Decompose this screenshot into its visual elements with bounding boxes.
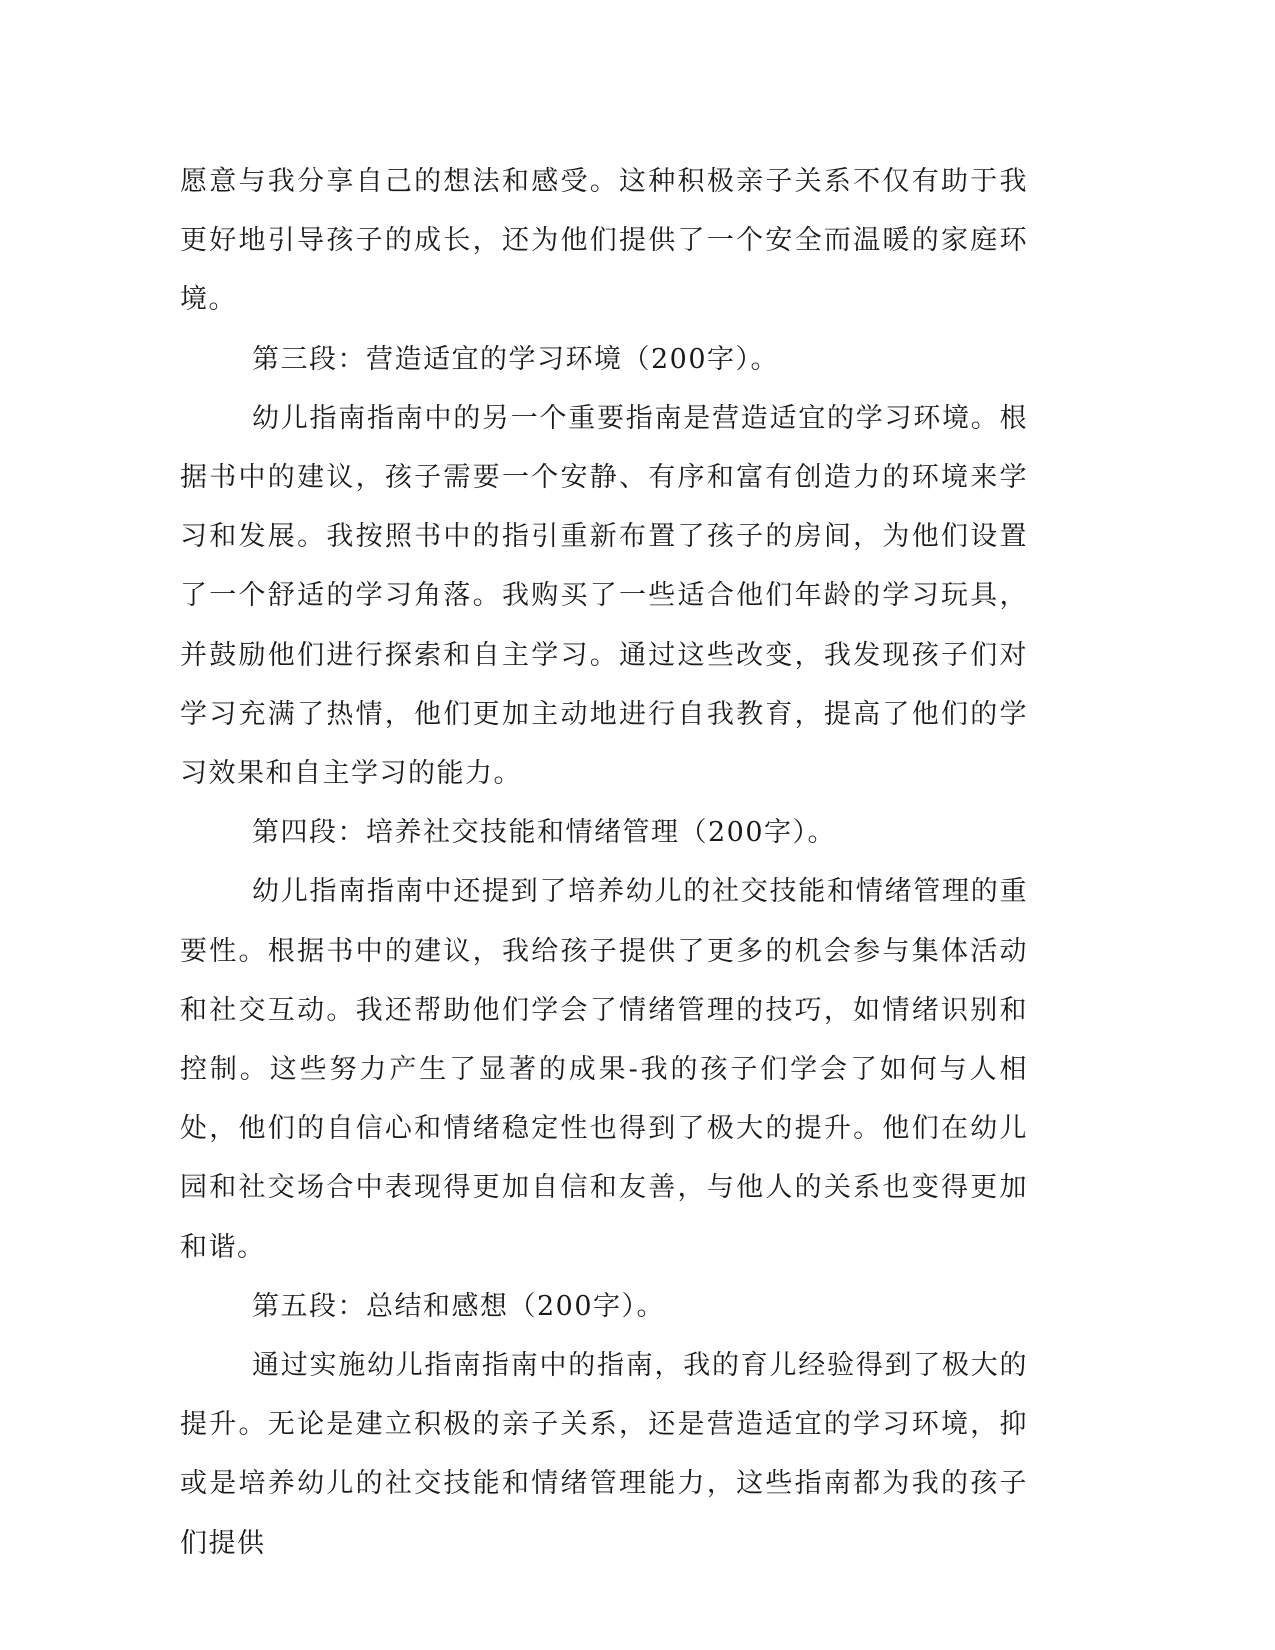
- paragraph-summary: 通过实施幼儿指南指南中的指南，我的育儿经验得到了极大的提升。无论是建立积极的亲子关系，还是营造适宜的学习环境，抑或是培养幼儿的社交技能和情绪管理能力，这些指南都为我的孩子们提供: [180, 1350, 1028, 1559]
- section-heading-3: 第三段：营造适宜的学习环境（200字）。: [252, 343, 780, 375]
- section-heading-5: 第五段：总结和感想（200字）。: [252, 1290, 666, 1322]
- document-body: [180, 152, 1028, 1573]
- section-heading-4: 第四段：培养社交技能和情绪管理（200字）。: [252, 817, 837, 849]
- paragraph-social-skills: 幼儿指南指南中还提到了培养幼儿的社交技能和情绪管理的重要性。根据书中的建议，我给孩子提供了更多的机会参与集体活动和社交互动。我还帮助他们学会了情绪管理的技巧，如情绪识别和控制。这些努力产生了显著的成果-我的孩子们学会了如何与人相处，他们的自信心和情绪稳定性也得到了极大的提升。他们在幼儿园和社交场合中表现得更加自信和友善，与他人的关系也变得更加和谐。: [180, 876, 1028, 1263]
- paragraph-learning-environment: 幼儿指南指南中的另一个重要指南是营造适宜的学习环境。根据书中的建议，孩子需要一个安静、有序和富有创造力的环境来学习和发展。我按照书中的指引重新布置了孩子的房间，为他们设置了一个舒适的学习角落。我购买了一些适合他们年龄的学习玩具，并鼓励他们进行探索和自主学习。通过这些改变，我发现孩子们对学习充满了热情，他们更加主动地进行自我教育，提高了他们的学习效果和自主学习的能力。: [180, 402, 1028, 790]
- paragraph-continuation: 愿意与我分享自己的想法和感受。这种积极亲子关系不仅有助于我更好地引导孩子的成长，还为他们提供了一个安全而温暖的家庭环境。: [180, 166, 1028, 316]
